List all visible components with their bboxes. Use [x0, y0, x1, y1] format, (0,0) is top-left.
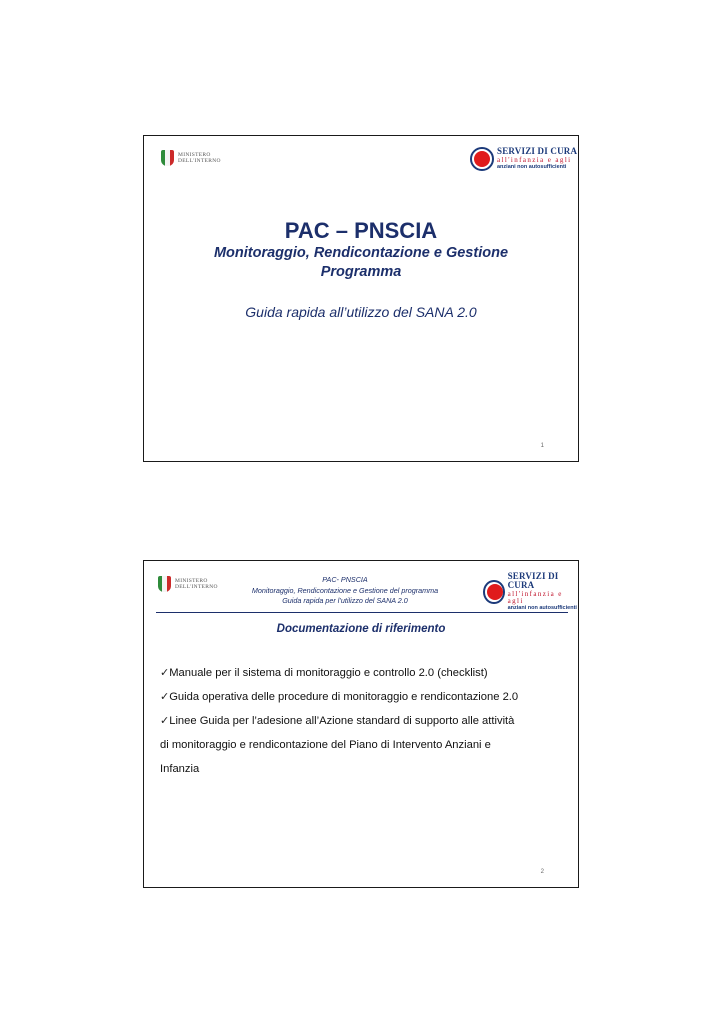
- slide-title: PAC – PNSCIA: [284, 218, 438, 243]
- list-item: [160, 685, 564, 709]
- ministry-logo-line1: MINISTERO: [175, 578, 208, 584]
- servizi-di-cura-logo: [470, 147, 577, 171]
- ministry-logo-line2: DELL'INTERNO: [175, 584, 218, 590]
- cura-logo-line2: all'infanzia e agli: [497, 156, 572, 165]
- italian-flag-icon: [161, 150, 174, 166]
- slide-header-line1: PAC- PNSCIA: [322, 575, 368, 584]
- ministry-logo: [158, 576, 218, 592]
- ministry-logo-line2: DELL'INTERNO: [178, 158, 221, 164]
- list-item: [160, 661, 564, 685]
- slide-subtitle-line2: Programma: [320, 264, 402, 280]
- slide-header-line2: Monitoraggio, Rendicontazione e Gestione del programma: [251, 585, 439, 595]
- header-divider: [156, 612, 568, 613]
- checkmark-icon: ✓: [160, 715, 170, 727]
- slide-guide-title: Guida rapida all’utilizzo del SANA 2.0: [245, 304, 477, 320]
- list-item-text: Manuale per il sistema di monitoraggio e controllo 2.0 (checklist): [169, 667, 488, 679]
- page-number: 2: [540, 869, 544, 875]
- italian-flag-icon: [158, 576, 171, 592]
- reference-list: [160, 661, 564, 781]
- servizi-di-cura-emblem-icon: [470, 147, 494, 171]
- list-item-text: Guida operativa delle procedure di monitoraggio e rendicontazione 2.0: [169, 691, 519, 703]
- list-item: [160, 709, 564, 733]
- checkmark-icon: ✓: [160, 691, 170, 703]
- slide-subtitle-line1: Monitoraggio, Rendicontazione e Gestione: [213, 245, 509, 261]
- section-title: Documentazione di riferimento: [276, 623, 446, 635]
- list-item-continuation: di monitoraggio e rendicontazione del Piano di Intervento Anziani e: [160, 739, 491, 751]
- page-number: 1: [540, 443, 544, 449]
- servizi-di-cura-emblem-icon: [483, 580, 505, 604]
- slide-header: [214, 575, 476, 607]
- checkmark-icon: ✓: [160, 667, 170, 679]
- cura-logo-line3: anziani non autosufficienti: [497, 164, 567, 171]
- ministry-logo-line1: MINISTERO: [178, 152, 211, 158]
- list-item-text: Linee Guida per l’adesione all’Azione standard di supporto alle attività: [169, 715, 515, 727]
- slide-1: [143, 135, 579, 462]
- cura-logo-line3: anziani non autosufficienti: [507, 605, 577, 611]
- servizi-di-cura-logo: [483, 572, 578, 612]
- slide-subtitle: [144, 244, 578, 282]
- cura-logo-line2: all'infanzia e agli: [507, 590, 563, 605]
- list-item-continuation: Infanzia: [160, 763, 200, 775]
- slide-header-line3: Guida rapida per l’utilizzo del SANA 2.0: [282, 596, 408, 605]
- cura-logo-line1: SERVIZI DI CURA: [507, 571, 559, 590]
- cura-logo-line1: SERVIZI DI CURA: [497, 146, 578, 157]
- ministry-logo: [161, 150, 221, 166]
- slide-2: [143, 560, 579, 888]
